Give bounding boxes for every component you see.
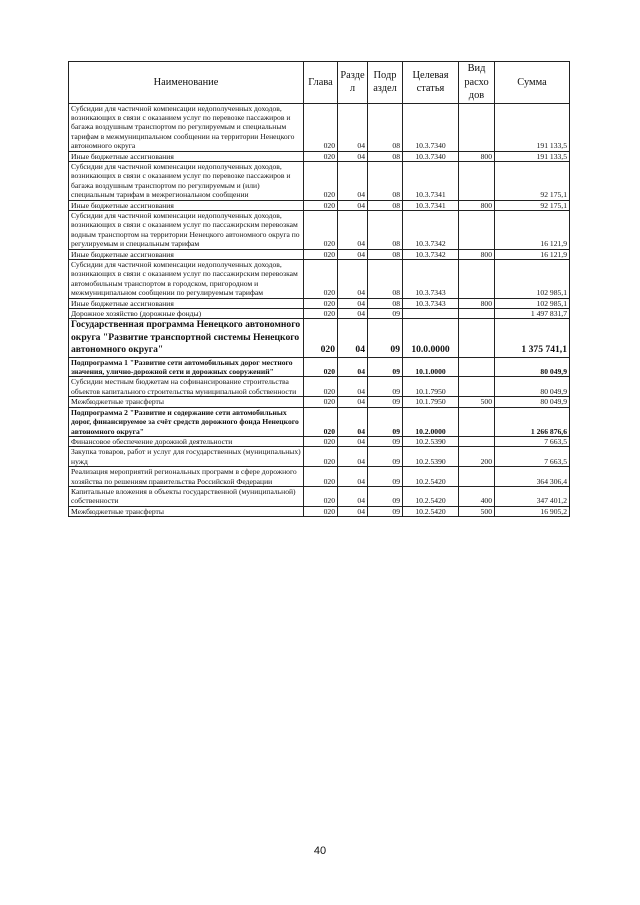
table-row (69, 319, 570, 357)
cell-podrazdel: 08 (368, 200, 403, 210)
cell-summa: 16 905,2 (495, 506, 570, 516)
cell-vid (459, 260, 495, 299)
cell-vid: 400 (459, 486, 495, 506)
cell-vid: 800 (459, 200, 495, 210)
cell-summa: 16 121,9 (495, 249, 570, 259)
cell-vid (459, 377, 495, 397)
cell-summa: 7 663,5 (495, 436, 570, 446)
cell-statya: 10.3.7340 (403, 103, 459, 151)
cell-statya: 10.3.7342 (403, 210, 459, 249)
table-row (69, 436, 570, 446)
cell-summa: 1 497 831,7 (495, 309, 570, 319)
cell-summa: 1 266 876,6 (495, 407, 570, 436)
cell-name: Дорожное хозяйство (дорожные фонды) (69, 309, 304, 319)
cell-glava: 020 (304, 319, 338, 357)
cell-statya: 10.3.7341 (403, 200, 459, 210)
cell-vid: 200 (459, 447, 495, 467)
cell-podrazdel: 09 (368, 319, 403, 357)
table-row (69, 103, 570, 151)
cell-podrazdel: 08 (368, 298, 403, 308)
cell-summa: 92 175,1 (495, 200, 570, 210)
cell-summa: 347 401,2 (495, 486, 570, 506)
cell-razdel: 04 (338, 486, 368, 506)
cell-name: Иные бюджетные ассигнования (69, 151, 304, 161)
cell-podrazdel: 09 (368, 407, 403, 436)
table-row (69, 357, 570, 377)
cell-vid: 800 (459, 151, 495, 161)
cell-podrazdel: 08 (368, 210, 403, 249)
cell-podrazdel: 09 (368, 357, 403, 377)
cell-razdel: 04 (338, 309, 368, 319)
cell-razdel: 04 (338, 447, 368, 467)
cell-glava: 020 (304, 200, 338, 210)
cell-podrazdel: 09 (368, 377, 403, 397)
cell-vid (459, 436, 495, 446)
header-statya: Целевая статья (403, 62, 459, 104)
cell-summa: 102 985,1 (495, 260, 570, 299)
cell-statya: 10.1.7950 (403, 377, 459, 397)
cell-vid (459, 407, 495, 436)
cell-name: Иные бюджетные ассигнования (69, 298, 304, 308)
cell-razdel: 04 (338, 467, 368, 487)
header-vid: Вид расхо дов (459, 62, 495, 104)
cell-statya: 10.3.7343 (403, 298, 459, 308)
cell-statya: 10.3.7343 (403, 260, 459, 299)
table-row (69, 161, 570, 200)
cell-glava: 020 (304, 506, 338, 516)
cell-glava: 020 (304, 298, 338, 308)
cell-glava: 020 (304, 377, 338, 397)
cell-vid: 800 (459, 298, 495, 308)
cell-vid (459, 161, 495, 200)
cell-razdel: 04 (338, 210, 368, 249)
cell-vid (459, 357, 495, 377)
table-row (69, 467, 570, 487)
cell-statya: 10.0.0000 (403, 319, 459, 357)
cell-razdel: 04 (338, 151, 368, 161)
cell-glava: 020 (304, 249, 338, 259)
header-row (69, 62, 570, 104)
cell-razdel: 04 (338, 161, 368, 200)
cell-summa: 191 133,5 (495, 103, 570, 151)
cell-summa: 1 375 741,1 (495, 319, 570, 357)
cell-razdel: 04 (338, 260, 368, 299)
cell-glava: 020 (304, 447, 338, 467)
cell-name: Субсидии местным бюджетам на софинансирование строительства объектов капитального строительства муниципальной собственности (69, 377, 304, 397)
table-row (69, 407, 570, 436)
cell-summa: 7 663,5 (495, 447, 570, 467)
cell-name: Субсидии для частичной компенсации недополученных доходов, возникающих в связи с оказанием услуг по перевозке пассажиров и багажа воздушным транспортом по регулируемым и специальным тарифам в межмуниципальном сообщении на территории Ненецкого автономного округа (69, 103, 304, 151)
cell-podrazdel: 09 (368, 506, 403, 516)
cell-name: Субсидии для частичной компенсации недополученных доходов, возникающих в связи с оказанием услуг по пассажирским перевозкам водным транспортом на территории Ненецкого автономного округа по регулируемым и специальным тарифам (69, 210, 304, 249)
cell-glava: 020 (304, 467, 338, 487)
cell-statya: 10.3.7341 (403, 161, 459, 200)
cell-name: Субсидии для частичной компенсации недополученных доходов, возникающих в связи с оказанием услуг по пассажирским перевозкам автомобильным транспортом в городском, пригородном и межмуниципальном сообщении по регулируемым тарифам (69, 260, 304, 299)
cell-name: Подпрограмма 1 "Развитие сети автомобильных дорог местного значения, улично-дорожной сети и дорожных сооружений" (69, 357, 304, 377)
cell-statya: 10.2.0000 (403, 407, 459, 436)
cell-name: Иные бюджетные ассигнования (69, 200, 304, 210)
table-row (69, 506, 570, 516)
cell-podrazdel: 09 (368, 467, 403, 487)
cell-razdel: 04 (338, 249, 368, 259)
cell-vid (459, 103, 495, 151)
table-row (69, 151, 570, 161)
cell-summa: 102 985,1 (495, 298, 570, 308)
cell-vid: 800 (459, 249, 495, 259)
cell-razdel: 04 (338, 319, 368, 357)
cell-summa: 80 049,9 (495, 377, 570, 397)
cell-name: Реализация мероприятий региональных программ в сфере дорожного хозяйства по решениям правительства Российской Федерации (69, 467, 304, 487)
header-podrazdel: Подр аздел (368, 62, 403, 104)
table-row (69, 397, 570, 407)
header-name: Наименование (69, 62, 304, 104)
cell-glava: 020 (304, 103, 338, 151)
cell-summa: 80 049,9 (495, 397, 570, 407)
cell-razdel: 04 (338, 377, 368, 397)
cell-razdel: 04 (338, 397, 368, 407)
cell-glava: 020 (304, 161, 338, 200)
cell-vid (459, 319, 495, 357)
table-row (69, 377, 570, 397)
cell-statya: 10.2.5390 (403, 436, 459, 446)
cell-summa: 16 121,9 (495, 210, 570, 249)
cell-podrazdel: 09 (368, 486, 403, 506)
cell-name: Финансовое обеспечение дорожной деятельности (69, 436, 304, 446)
cell-glava: 020 (304, 210, 338, 249)
cell-glava: 020 (304, 436, 338, 446)
cell-glava: 020 (304, 260, 338, 299)
cell-razdel: 04 (338, 436, 368, 446)
cell-statya: 10.3.7342 (403, 249, 459, 259)
cell-podrazdel: 09 (368, 436, 403, 446)
cell-razdel: 04 (338, 103, 368, 151)
cell-summa: 191 133,5 (495, 151, 570, 161)
header-razdel: Разде л (338, 62, 368, 104)
header-glava: Глава (304, 62, 338, 104)
cell-glava: 020 (304, 486, 338, 506)
cell-vid (459, 309, 495, 319)
cell-name: Иные бюджетные ассигнования (69, 249, 304, 259)
cell-glava: 020 (304, 309, 338, 319)
page-number: 40 (313, 845, 327, 857)
cell-vid: 500 (459, 506, 495, 516)
table-row (69, 298, 570, 308)
cell-name: Субсидии для частичной компенсации недополученных доходов, возникающих в связи с оказанием услуг по перевозке пассажиров и багажа воздушным транспортом по регулируемым и (или) специальным тарифам в межрегиональном сообщении (69, 161, 304, 200)
cell-glava: 020 (304, 407, 338, 436)
cell-name: Межбюджетные трансферты (69, 397, 304, 407)
header-summa: Сумма (495, 62, 570, 104)
cell-podrazdel: 08 (368, 249, 403, 259)
cell-summa: 80 049,9 (495, 357, 570, 377)
table-row (69, 447, 570, 467)
cell-name: Подпрограмма 2 "Развитие и содержание сети автомобильных дорог, финансируемое за счёт средств дорожного фонда Ненецкого автономного округа" (69, 407, 304, 436)
budget-table (68, 61, 570, 517)
cell-razdel: 04 (338, 200, 368, 210)
table-row (69, 200, 570, 210)
cell-vid (459, 210, 495, 249)
cell-razdel: 04 (338, 357, 368, 377)
cell-name: Закупка товаров, работ и услуг для государственных (муниципальных) нужд (69, 447, 304, 467)
cell-statya (403, 309, 459, 319)
cell-vid (459, 467, 495, 487)
cell-podrazdel: 09 (368, 309, 403, 319)
cell-podrazdel: 09 (368, 397, 403, 407)
cell-podrazdel: 08 (368, 260, 403, 299)
cell-glava: 020 (304, 151, 338, 161)
table-body (69, 103, 570, 517)
cell-glava: 020 (304, 357, 338, 377)
cell-statya: 10.2.5390 (403, 447, 459, 467)
cell-name: Межбюджетные трансферты (69, 506, 304, 516)
table-row (69, 249, 570, 259)
table-row (69, 486, 570, 506)
cell-summa: 364 306,4 (495, 467, 570, 487)
table-row (69, 210, 570, 249)
cell-podrazdel: 09 (368, 447, 403, 467)
table-row (69, 260, 570, 299)
table-row (69, 309, 570, 319)
cell-razdel: 04 (338, 298, 368, 308)
cell-vid: 500 (459, 397, 495, 407)
cell-statya: 10.2.5420 (403, 467, 459, 487)
cell-statya: 10.1.7950 (403, 397, 459, 407)
cell-statya: 10.3.7340 (403, 151, 459, 161)
cell-podrazdel: 08 (368, 151, 403, 161)
cell-statya: 10.2.5420 (403, 506, 459, 516)
cell-razdel: 04 (338, 506, 368, 516)
cell-statya: 10.2.5420 (403, 486, 459, 506)
cell-name: Капитальные вложения в объекты государственной (муниципальной) собственности (69, 486, 304, 506)
cell-summa: 92 175,1 (495, 161, 570, 200)
cell-podrazdel: 08 (368, 161, 403, 200)
cell-name: Государственная программа Ненецкого автономного округа "Развитие транспортной системы Ненецкого автономного округа" (69, 319, 304, 357)
cell-glava: 020 (304, 397, 338, 407)
cell-razdel: 04 (338, 407, 368, 436)
cell-podrazdel: 08 (368, 103, 403, 151)
cell-statya: 10.1.0000 (403, 357, 459, 377)
